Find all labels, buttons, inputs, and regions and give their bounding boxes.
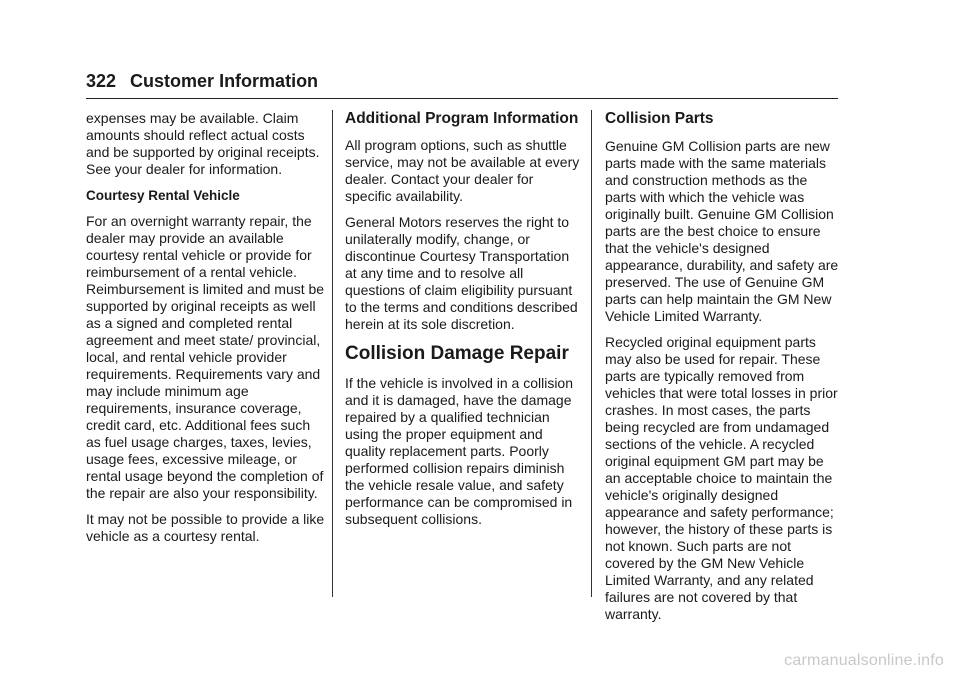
column-3 <box>605 110 841 632</box>
paragraph: All program options, such as shuttle service, may not be available at every dealer. Contact your dealer for specific availability. <box>345 137 580 204</box>
paragraph: If the vehicle is involved in a collision and it is damaged, have the damage repaired by a qualified technician using the proper equipment and quality replacement parts. Poorly performed collision repairs diminish the vehicle resale value, and safety performance can be compromised in subsequent collisions. <box>345 375 574 527</box>
paragraph: For an overnight warranty repair, the dealer may provide an available courtesy rental vehicle or provide for reimbursement of a rental vehicle. Reimbursement is limited and must be supported by original receipts as well as a signed and completed rental agreement and meet state/ provincial, local, and rental vehicle provider requirements. Requirements vary and may include minimum age requirements, insurance coverage, credit card, etc. Additional fees such as fuel usage charges, taxes, levies, usage fees, excessive mileage, or rental usage beyond the completion of the repair are also your responsibility. <box>86 213 325 501</box>
paragraph: Genuine GM Collision parts are new parts made with the same materials and construction methods as the parts with which the vehicle was originally built. Genuine GM Collision parts are the best choice to ensure that the vehicle's designed appearance, durability, and safety are preserved. The use of Genuine GM parts can help maintain the GM New Vehicle Limited Warranty. <box>605 138 839 324</box>
page-number: 322 <box>86 71 117 91</box>
heading-collision-parts: Collision Parts <box>605 110 714 127</box>
column-1 <box>86 110 326 554</box>
watermark: carmanualsonline.info <box>784 652 944 669</box>
page-header <box>86 70 838 99</box>
heading-additional-program-information: Additional Program Information <box>345 110 579 127</box>
paragraph: Recycled original equipment parts may also be used for repair. These parts are typically removed from vehicles that were total losses in prior crashes. In most cases, the parts being recycled are from undamaged sections of the vehicle. A recycled original equipment GM part may be an acceptable choice to maintain the vehicle's originally designed appearance and safety performance; however, the history of these parts is not known. Such parts are not covered by the GM New Vehicle Limited Warranty, and any related failures are not covered by that warranty. <box>605 334 838 622</box>
subheading-courtesy-rental: Courtesy Rental Vehicle <box>86 188 240 203</box>
column-divider <box>591 110 592 597</box>
heading-collision-damage-repair: Collision Damage Repair <box>345 343 569 364</box>
column-divider <box>332 110 333 597</box>
paragraph: It may not be possible to provide a like vehicle as a courtesy rental. <box>86 511 325 544</box>
paragraph: General Motors reserves the right to unilaterally modify, change, or discontinue Courtesy Transportation at any time and to resolve all questions of claim eligibility pursuant to the terms and conditions described herein at its sole discretion. <box>345 214 578 332</box>
section-title: Customer Information <box>130 71 319 91</box>
paragraph: expenses may be available. Claim amounts should reflect actual costs and be supported by original receipts. See your dealer for information. <box>86 110 320 177</box>
column-2 <box>345 110 581 537</box>
